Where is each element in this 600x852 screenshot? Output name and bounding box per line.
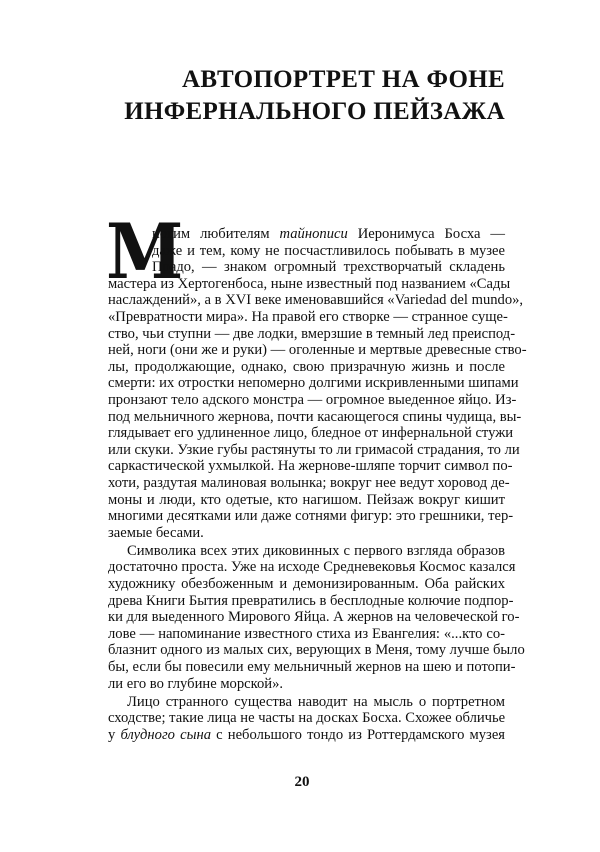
text-segment: ней, ноги (они же и руки) — оголенные и мертвые древесные ство-	[108, 342, 527, 359]
text-segment: древа Книги Бытия превратились в бесплодные колючие подпор-	[108, 592, 514, 609]
text-line	[152, 243, 505, 260]
text-segment: пронзают тело адского монстра — огромное выеденное яйцо. Из-	[108, 391, 517, 408]
text-line	[108, 525, 505, 542]
text-segment: ногим любителям	[152, 226, 280, 242]
text-segment: многими десятками или даже сотнями фигур: это грешники, тер-	[108, 508, 514, 525]
text-segment: лове — напоминание известного стиха из Евангелия: «...кто со-	[108, 625, 505, 642]
text-line	[108, 275, 511, 293]
page-number: 20	[294, 774, 310, 790]
text-line	[152, 226, 505, 243]
text-line	[108, 408, 522, 426]
text-segment: Прадо, — знаком огромный трехстворчатый складень	[152, 259, 505, 276]
text-line	[108, 626, 505, 643]
text-line	[108, 325, 516, 343]
text-segment: под мельничного жернова, почти касающегося спины чудища, вы-	[108, 408, 522, 425]
text-segment: моны и люди, кто одетые, кто нагишом. Пейзаж вокруг кишит	[108, 491, 505, 508]
text-segment: Лицо странного существа наводит на мысль о портретном	[127, 693, 505, 710]
text-segment: ство, чьи ступни — две лодки, вмерзшие в темный лед преиспод-	[108, 325, 516, 342]
text-segment: Символика всех этих диковинных с первого взгляда образов	[127, 542, 505, 559]
text-segment: саркастической ухмылкой. На жернове-шляпе торчит символ по-	[108, 458, 513, 475]
drop-cap: М	[106, 207, 184, 296]
body-text	[108, 226, 527, 743]
text-segment: заемые бесами.	[108, 524, 204, 541]
chapter-title	[124, 64, 505, 128]
text-line	[108, 292, 524, 309]
text-line	[108, 492, 505, 509]
text-line	[108, 508, 514, 525]
text-line	[108, 458, 513, 475]
text-segment: блазнит одного из малых сих, верующих в Меня, тому лучше было	[108, 642, 525, 659]
text-line	[108, 710, 505, 727]
text-segment: у	[108, 726, 121, 743]
text-line	[108, 642, 525, 659]
text-line	[108, 676, 505, 693]
text-segment: ки для выеденного Мирового Яйца. А жернов на человеческой го-	[108, 609, 520, 626]
text-segment: наслаждений», а в XVI веке именовавшийся «Variedad del mundo»,	[108, 292, 524, 309]
text-segment: даже и тем, кому не посчастливилось побывать в музее	[152, 242, 505, 259]
text-segment: ли его во глубине морской».	[108, 675, 284, 692]
text-line	[108, 441, 520, 459]
text-line	[108, 375, 519, 392]
text-line	[108, 609, 520, 626]
text-line	[108, 592, 514, 610]
text-segment: сходстве; такие лица не часты на досках Босха. Схожее обличье	[108, 710, 506, 727]
text-segment: Иеронимуса Босха —	[347, 226, 505, 242]
text-line	[108, 559, 516, 576]
text-segment: «Превратности мира». На правой его створке — странное суще-	[108, 308, 508, 325]
text-line	[108, 576, 505, 593]
text-line	[108, 694, 505, 711]
text-line	[108, 658, 516, 676]
text-line	[152, 259, 505, 276]
text-segment: хоти, раздутая малиновая волынка; вокруг нее ведут хоровод де-	[108, 474, 510, 491]
text-line	[108, 308, 508, 326]
italic-text: блудного сына	[120, 726, 211, 743]
text-segment: смерти: их отростки непомерно долгими искривленными шипами	[108, 375, 519, 392]
text-line	[108, 727, 505, 744]
text-segment: или скуки. Узкие губы растянуты то ли гримасой страдания, то ли	[108, 441, 520, 458]
text-line	[108, 543, 505, 560]
text-segment: лы, продолжающие, однако, свою призрачную жизнь и после	[108, 358, 505, 375]
text-segment: достаточно проста. Уже на исходе Средневековья Космос казался	[108, 559, 516, 576]
chapter-title-line-2: ИНФЕРНАЛЬНОГО ПЕЙЗАЖА	[124, 98, 505, 125]
text-line	[108, 391, 517, 409]
text-line	[108, 342, 527, 359]
text-segment: мастера из Хертогенбоса, ныне известный под названием «Сады	[108, 275, 511, 292]
italic-text: тайнописи	[279, 226, 348, 242]
text-line	[108, 425, 514, 442]
text-segment: художнику обезбоженным и демонизированным. Оба райских	[108, 575, 505, 592]
text-segment: бы, если бы повесили ему мельничный жернов на шею и потопи-	[108, 658, 516, 675]
text-line	[108, 359, 505, 376]
text-segment: с небольшого тондо из Роттердамского музея	[211, 726, 506, 743]
chapter-title-line-1: АВТОПОРТРЕТ НА ФОНЕ	[182, 66, 505, 93]
text-segment: глядывает его удлиненное лицо, бледное от инфернальной стужи	[108, 425, 514, 442]
text-line	[108, 474, 510, 492]
